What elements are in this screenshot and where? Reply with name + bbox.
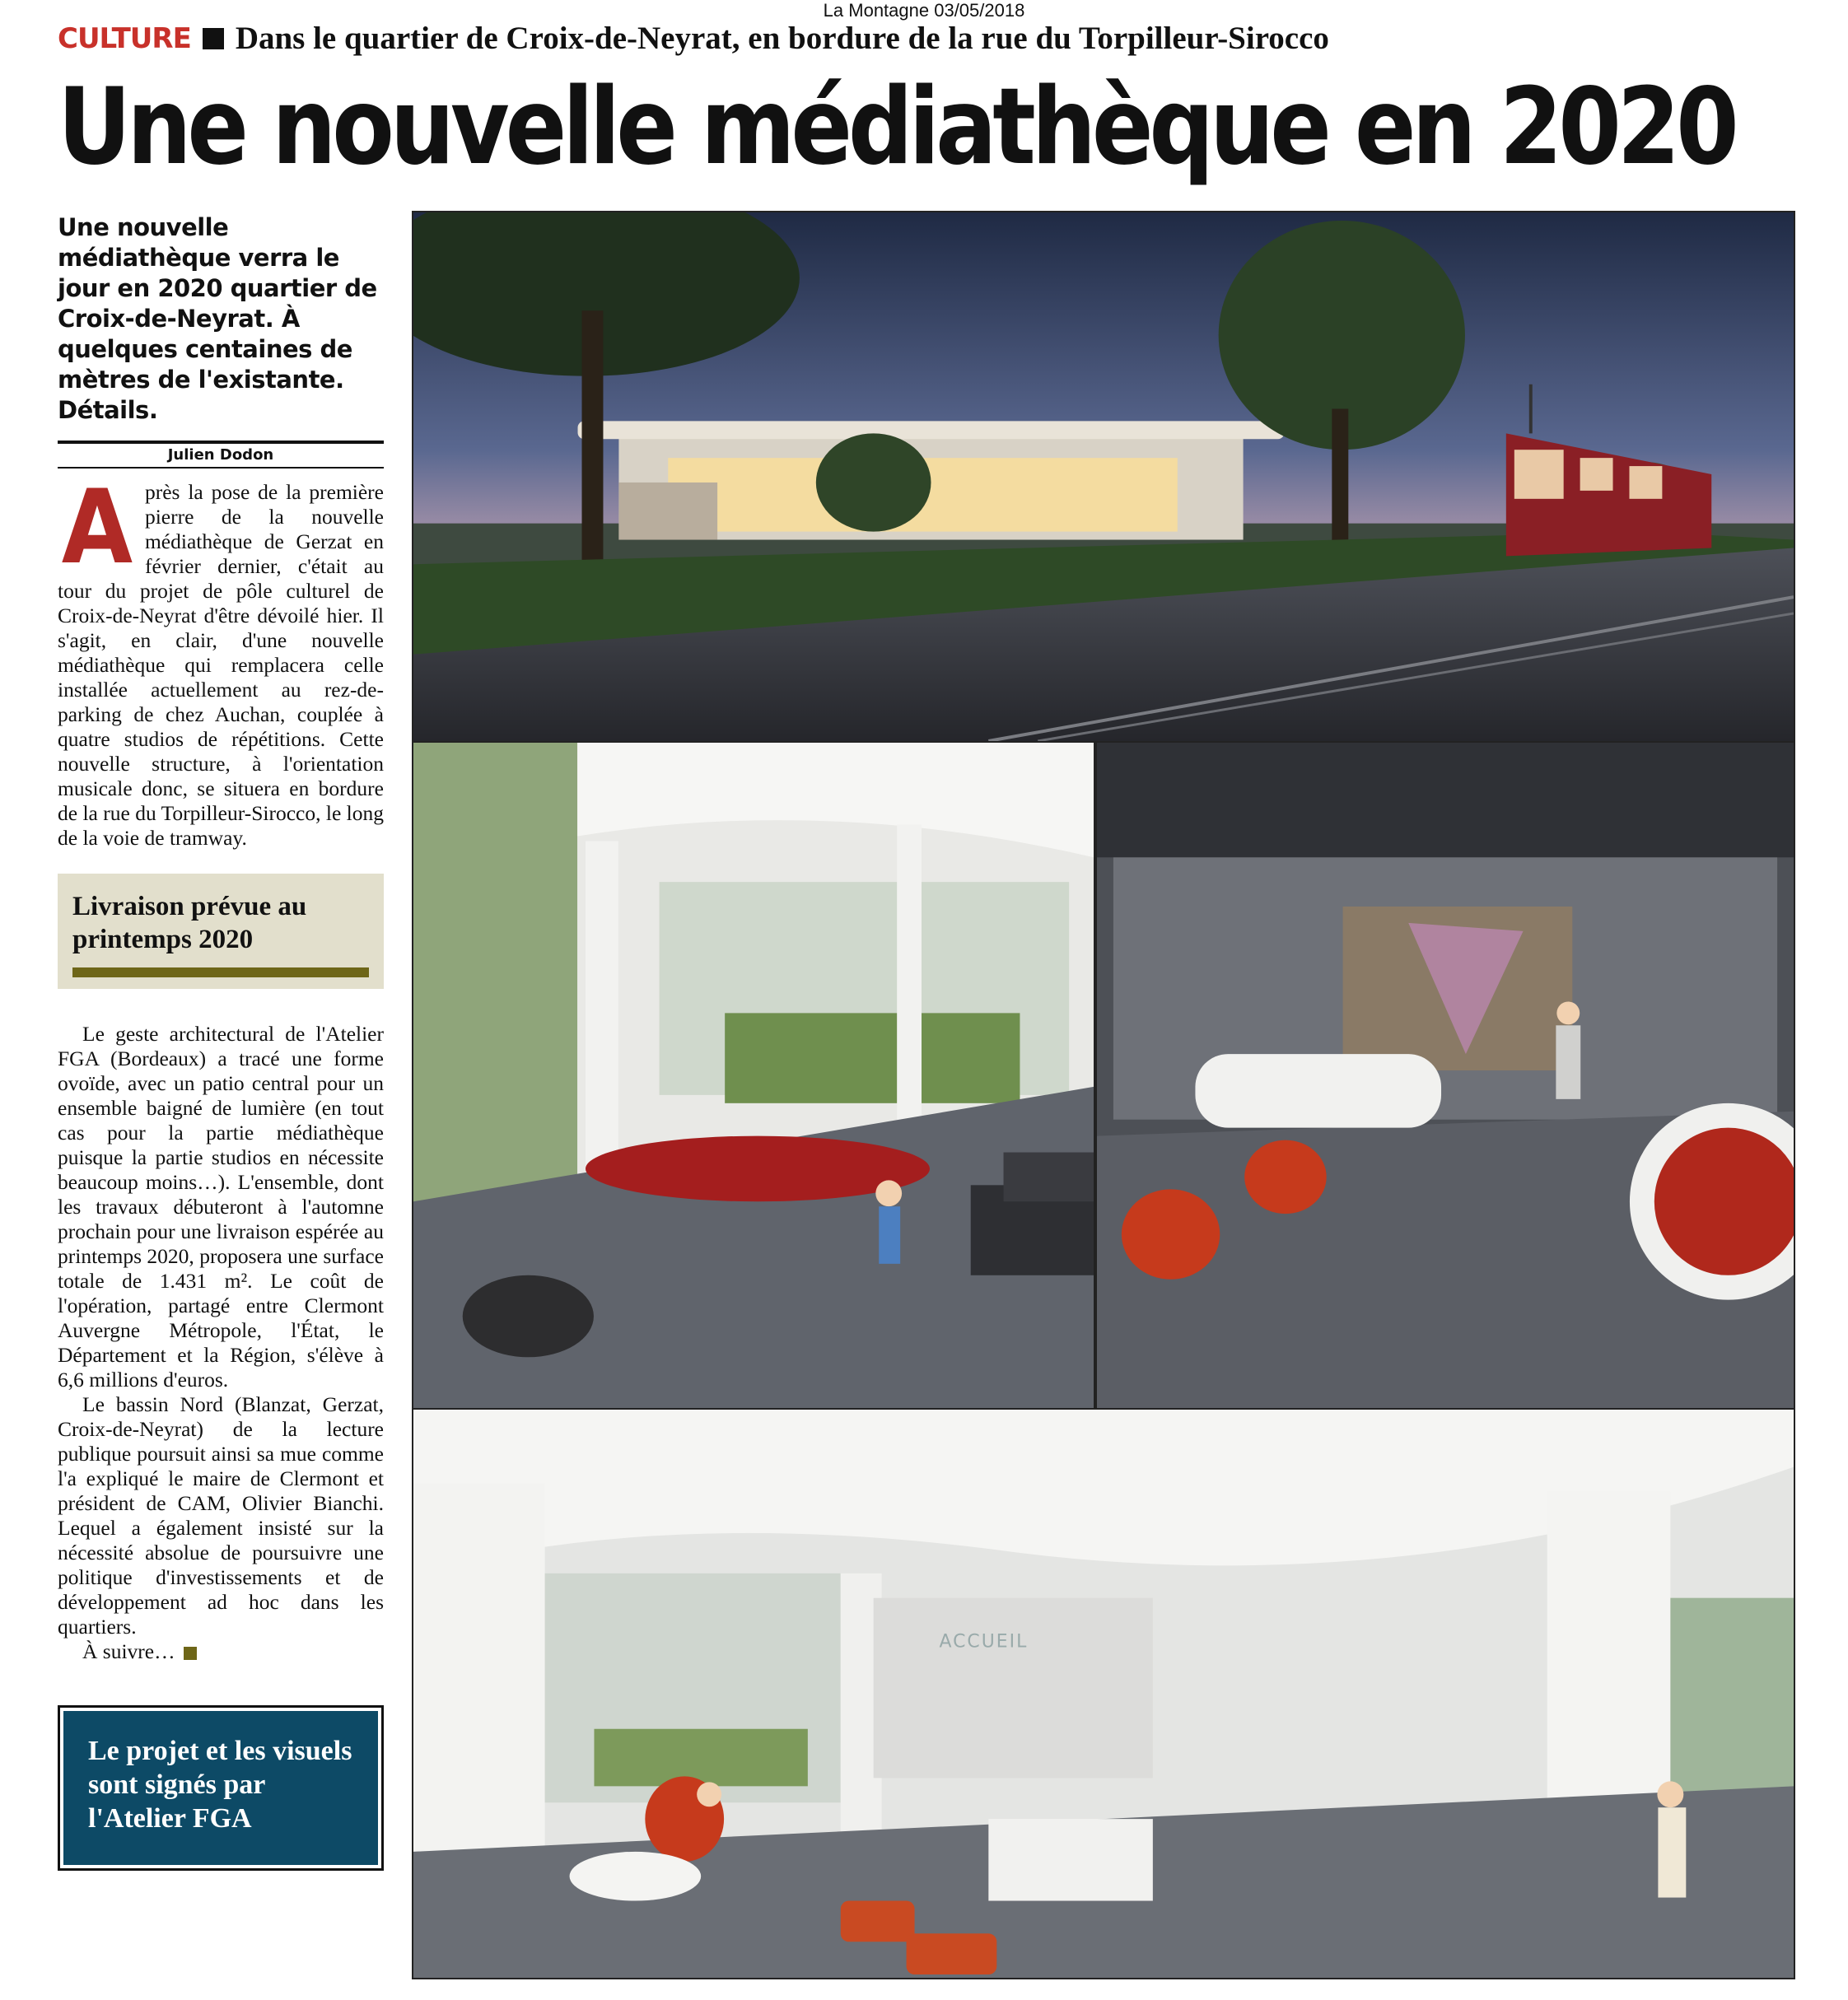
intertitle: Livraison prévue au printemps 2020 [72,892,307,954]
byline: Julien Dodon [58,441,384,469]
source-line: La Montagne 03/05/2018 [823,0,1025,21]
intertitle-underline [72,967,369,977]
drop-cap: A [61,469,133,587]
exterior-rendering-photo [412,211,1795,743]
body-paragraph: Le geste architectural de l'Atelier FGA (Bordeaux) a tracé une forme ovoïde, avec un patio central pour un ensemble baigné de lumière (en tout cas pour la partie médiathèque puisque la partie studios en nécessite beaucoup moins…). L'ensemble, dont les travaux débuteront à l'automne prochain pour une livraison espérée au printemps 2020, proposera une surface totale de 1.431 m². Le coût de l'opération, partagé entre Clermont Auvergne Métropole, l'État, le Département et la Région, s'élève à 6,6 millions d'euros. [58,1022,384,1392]
article-text-column [58,212,384,1871]
credit-text: Le projet et les visuels sont signés par l'Atelier FGA [63,1711,378,1865]
lounge-interior-rendering-photo [412,741,1095,1410]
closing-line [58,1639,384,1664]
accueil-sign: ACCUEIL [939,1631,1029,1653]
body-paragraph: Le bassin Nord (Blanzat, Gerzat, Croix-de-Neyrat) de la lecture publique poursuit ainsi sa mue comme l'a expliqué le maire de Clermont et président de CAM, Olivier Bianchi. Lequel a également insisté sur la nécessité absolue de poursuivre une politique d'investissements et de développement ad hoc dans les quartiers. [58,1392,384,1639]
intro-text: près la pose de la première pierre de la nouvelle médiathèque de Gerzat en février dernier, c'était au tour du projet de pôle culturel de Croix-de-Neyrat d'être dévoilé hier. Il s'agit, en clair, d'une nouvelle médiathèque qui remplacera celle installée actuellement au rez-de-parking de chez Auchan, couplée à quatre studios de répétitions. Cette nouvelle structure, à l'orientation musicale donc, se situera en bordure de la rue du Torpilleur-Sirocco, le long de la voie de tramway. [58,480,384,850]
intertitle-box [58,874,384,989]
kicker-text: Dans le quartier de Croix-de-Neyrat, en bordure de la rue du Torpilleur-Sirocco [235,21,1329,56]
rubric-label: CULTURE [58,22,191,55]
square-bullet-icon [203,28,224,49]
hall-interior-rendering-photo [1095,741,1795,1410]
reception-interior-rendering-photo [412,1408,1795,1979]
end-mark-icon [184,1647,197,1660]
headline: Une nouvelle médiathèque en 2020 [58,66,1735,189]
credit-box [58,1705,384,1871]
intro-paragraph [58,469,384,851]
lead-paragraph: Une nouvelle médiathèque verra le jour en 2020 quartier de Croix-de-Neyrat. À quelques centaines de mètres de l'existante. Détails. [58,213,377,424]
closing-text: À suivre… [82,1639,175,1663]
kicker [58,21,1329,56]
